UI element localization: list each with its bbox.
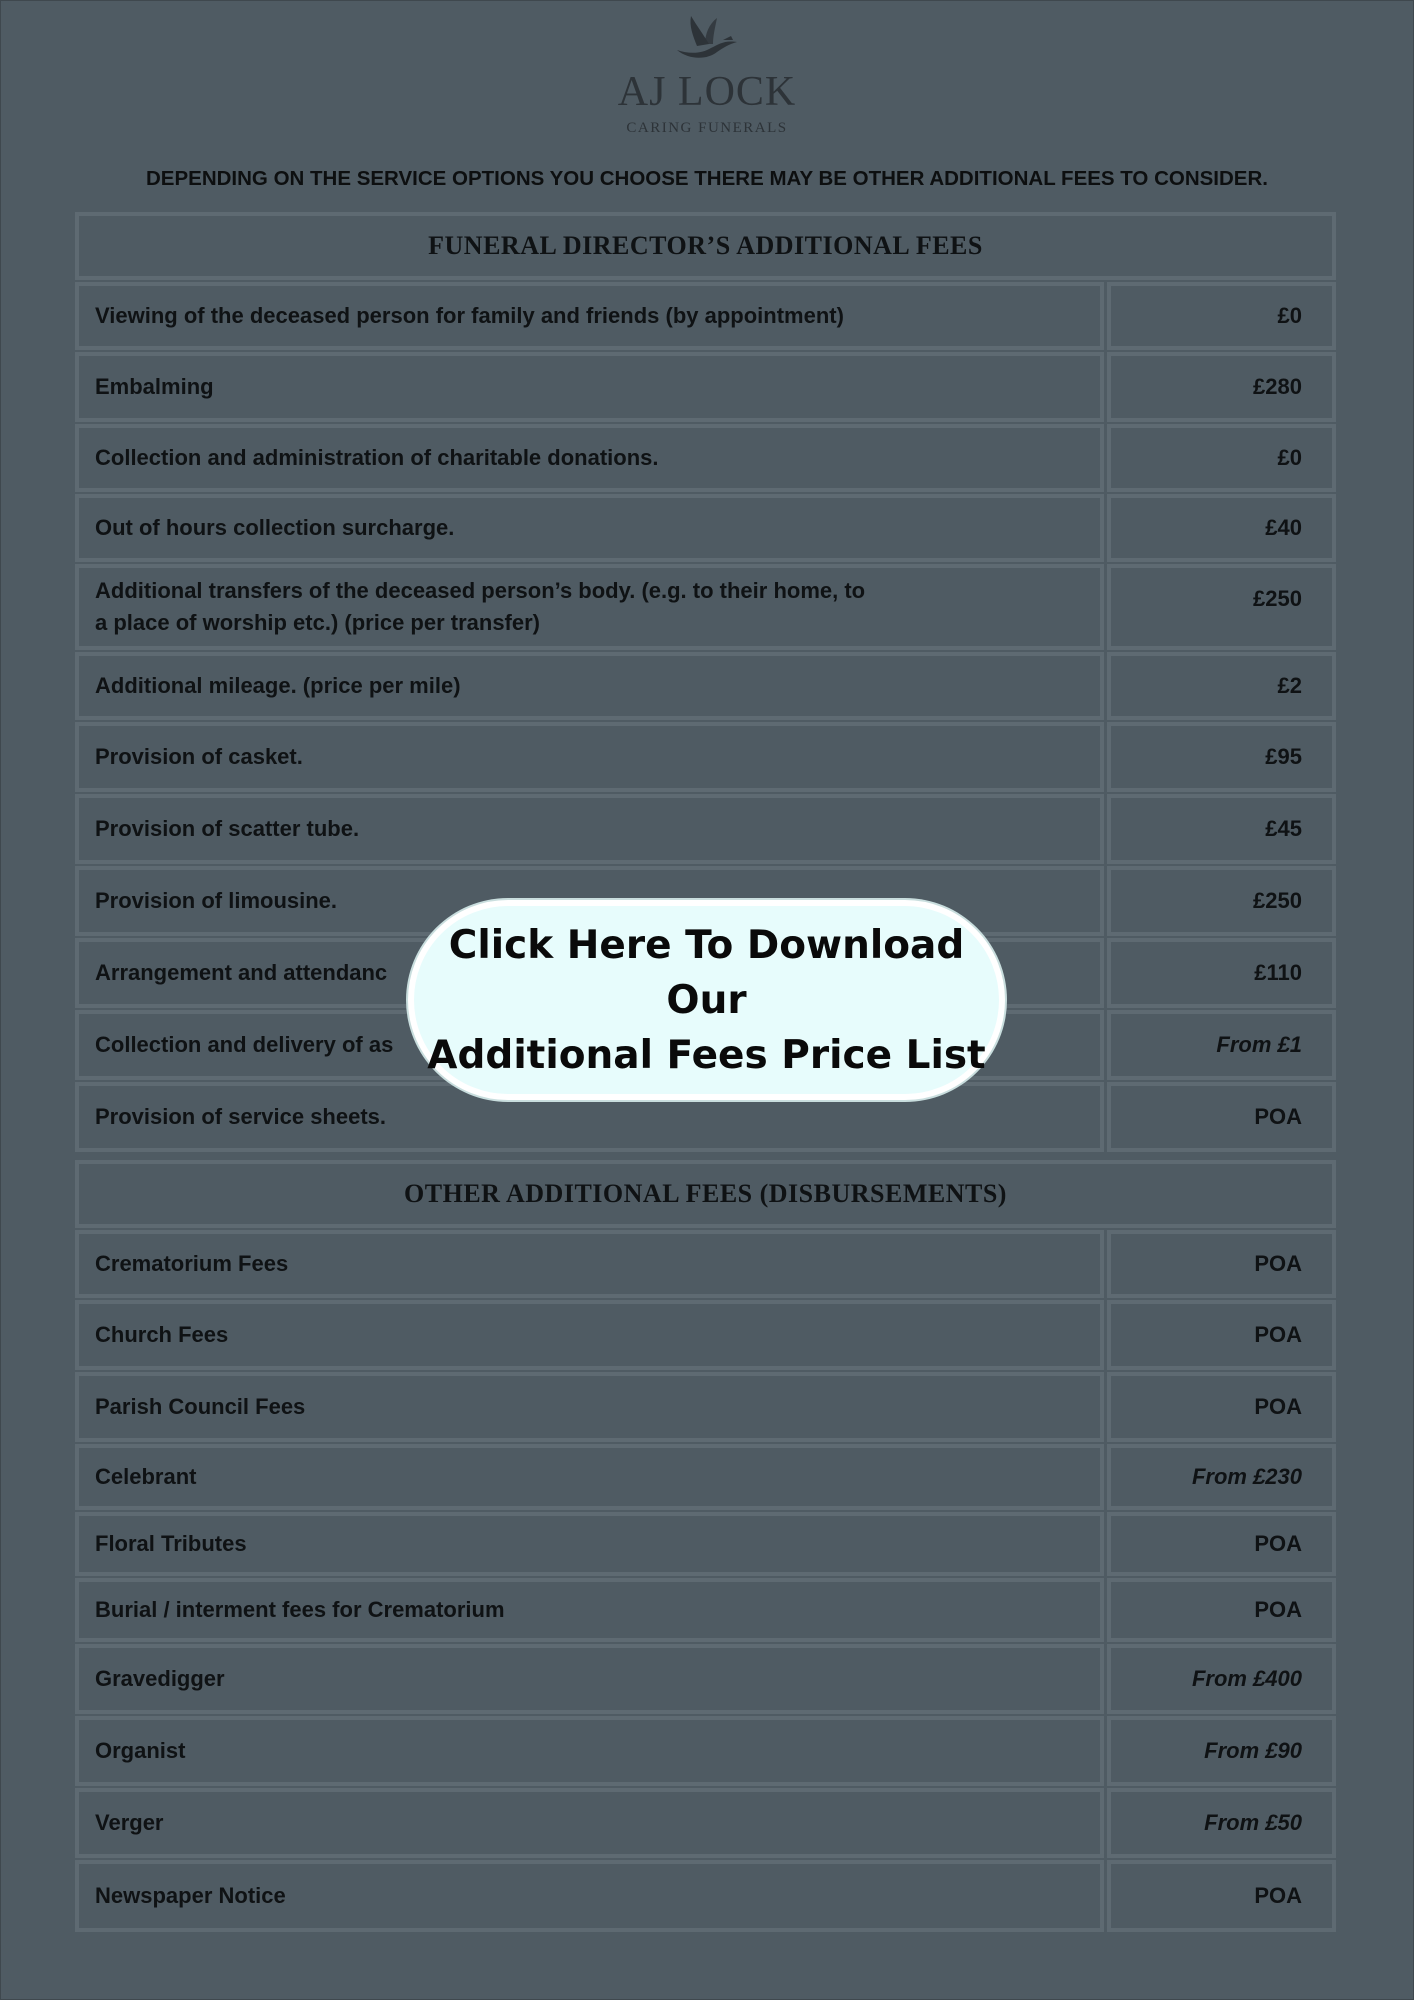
table-row bbox=[75, 424, 1336, 492]
fee-label: Celebrant bbox=[75, 1444, 1104, 1510]
fee-label: Floral Tributes bbox=[75, 1512, 1104, 1576]
fee-label: Collection and administration of charitable donations. bbox=[75, 424, 1104, 492]
fee-label: Viewing of the deceased person for family and friends (by appointment) bbox=[75, 282, 1104, 350]
fee-price: POA bbox=[1107, 1512, 1336, 1576]
logo-name: AJ LOCK bbox=[617, 69, 797, 115]
fee-price: From £230 bbox=[1107, 1444, 1336, 1510]
table-row bbox=[75, 1644, 1336, 1714]
fee-label: Verger bbox=[75, 1788, 1104, 1858]
table-row bbox=[75, 652, 1336, 720]
table-row bbox=[75, 794, 1336, 864]
fee-label: Organist bbox=[75, 1716, 1104, 1786]
fee-price: £40 bbox=[1107, 494, 1336, 562]
fee-price: £280 bbox=[1107, 352, 1336, 422]
fee-price: £250 bbox=[1107, 866, 1336, 936]
fee-label: Provision of service sheets. bbox=[75, 1082, 1104, 1152]
fee-price: POA bbox=[1107, 1082, 1336, 1152]
table-row bbox=[75, 564, 1336, 650]
download-button-line1: Click Here To Download Our bbox=[448, 922, 965, 1023]
logo-tagline: CARING FUNERALS bbox=[626, 120, 788, 136]
fee-label: Collection and delivery of as bbox=[75, 1010, 1104, 1080]
fees-notice: DEPENDING ON THE SERVICE OPTIONS YOU CHOOSE THERE MAY BE OTHER ADDITIONAL FEES TO CONSIDER. bbox=[146, 167, 1268, 190]
download-button-line2: Additional Fees Price List bbox=[427, 1032, 986, 1078]
table-row bbox=[75, 1230, 1336, 1298]
download-price-list-button[interactable] bbox=[408, 900, 1005, 1100]
fee-label: Crematorium Fees bbox=[75, 1230, 1104, 1298]
fee-label: Church Fees bbox=[75, 1300, 1104, 1370]
table-row bbox=[75, 1788, 1336, 1858]
table-row bbox=[75, 282, 1336, 350]
fee-label: Embalming bbox=[75, 352, 1104, 422]
fee-label: Provision of casket. bbox=[75, 722, 1104, 792]
fee-price: £250 bbox=[1107, 564, 1336, 650]
table-row bbox=[75, 1578, 1336, 1642]
fee-price: From £50 bbox=[1107, 1788, 1336, 1858]
table-row bbox=[75, 352, 1336, 422]
fee-label: Additional mileage. (price per mile) bbox=[75, 652, 1104, 720]
fee-price: POA bbox=[1107, 1300, 1336, 1370]
fee-price: £2 bbox=[1107, 652, 1336, 720]
table-row bbox=[75, 1444, 1336, 1510]
table-row bbox=[75, 1372, 1336, 1442]
fee-price: £95 bbox=[1107, 722, 1336, 792]
fee-price: £45 bbox=[1107, 794, 1336, 864]
fee-price: £0 bbox=[1107, 424, 1336, 492]
table-row bbox=[75, 1512, 1336, 1576]
table-row bbox=[75, 1860, 1336, 1932]
fee-price: POA bbox=[1107, 1230, 1336, 1298]
fee-label: Provision of scatter tube. bbox=[75, 794, 1104, 864]
download-button-text bbox=[414, 918, 999, 1083]
fee-label: Provision of limousine. bbox=[75, 866, 1104, 936]
fee-price: POA bbox=[1107, 1372, 1336, 1442]
table-row bbox=[75, 1716, 1336, 1786]
fee-price: From £1 bbox=[1107, 1010, 1336, 1080]
fee-price: £110 bbox=[1107, 938, 1336, 1008]
table-title: FUNERAL DIRECTOR’S ADDITIONAL FEES bbox=[75, 212, 1336, 280]
fee-price: From £90 bbox=[1107, 1716, 1336, 1786]
fee-price: £0 bbox=[1107, 282, 1336, 350]
fee-label: Parish Council Fees bbox=[75, 1372, 1104, 1442]
fee-label: Gravedigger bbox=[75, 1644, 1104, 1714]
table-title: OTHER ADDITIONAL FEES (DISBURSEMENTS) bbox=[75, 1160, 1336, 1228]
company-logo bbox=[0, 10, 1414, 138]
table-row bbox=[75, 1300, 1336, 1370]
dove-icon bbox=[667, 10, 747, 70]
table-row bbox=[75, 722, 1336, 792]
fee-label: Newspaper Notice bbox=[75, 1860, 1104, 1932]
fee-price: From £400 bbox=[1107, 1644, 1336, 1714]
fee-price: POA bbox=[1107, 1578, 1336, 1642]
fee-price: POA bbox=[1107, 1860, 1336, 1932]
table-row bbox=[75, 494, 1336, 562]
fee-label: Out of hours collection surcharge. bbox=[75, 494, 1104, 562]
fee-label: Arrangement and attendanc bbox=[75, 938, 1104, 1008]
fee-label: Additional transfers of the deceased person’s body. (e.g. to their home, to a place of worship etc.) (price per transfer) bbox=[75, 564, 1104, 650]
fee-label: Burial / interment fees for Crematorium bbox=[75, 1578, 1104, 1642]
